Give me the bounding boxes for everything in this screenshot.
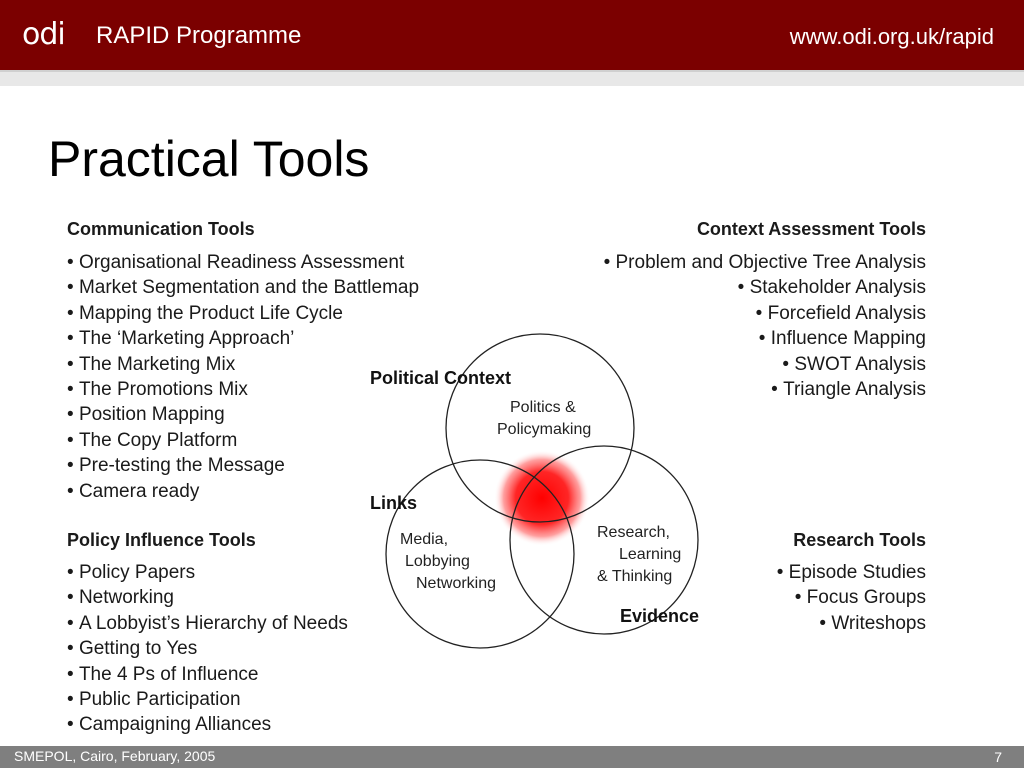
list-item: • The Promotions Mix — [67, 377, 419, 402]
list-item: • Mapping the Product Life Cycle — [67, 301, 419, 326]
list-item: • Focus Groups — [777, 585, 926, 610]
political-context-label: Political Context — [370, 368, 512, 388]
list-item: • Pre-testing the Message — [67, 453, 419, 478]
research-line-2: Learning — [619, 546, 682, 563]
footer-text: SMEPOL, Cairo, February, 2005 — [14, 748, 216, 764]
list-item: • The Copy Platform — [67, 428, 419, 453]
list-item: • Networking — [67, 585, 348, 610]
list-item: • The 4 Ps of Influence — [67, 662, 348, 687]
list-item: • The Marketing Mix — [67, 352, 419, 377]
links-label: Links — [370, 493, 418, 513]
media-line-2: Lobbying — [405, 553, 470, 570]
policy-influence-list — [67, 560, 348, 738]
programme-name: RAPID Programme — [96, 22, 302, 49]
list-item: • Getting to Yes — [67, 636, 348, 661]
odi-logo — [22, 12, 65, 56]
list-item: • Forcefield Analysis — [604, 301, 926, 326]
list-item: • Writeshops — [777, 611, 926, 636]
list-item: • Policy Papers — [67, 560, 348, 585]
research-tools-heading: Research Tools — [793, 530, 926, 550]
header-url: www.odi.org.uk/rapid — [789, 24, 994, 49]
list-item: • Position Mapping — [67, 402, 419, 427]
list-item: • Episode Studies — [777, 560, 926, 585]
slide-title: Practical Tools — [48, 131, 370, 187]
list-item: • The ‘Marketing Approach’ — [67, 326, 419, 351]
communication-tools-heading: Communication Tools — [67, 219, 255, 239]
research-tools-list — [777, 560, 926, 636]
media-line-1: Media, — [400, 531, 449, 548]
list-item: • Problem and Objective Tree Analysis — [604, 250, 926, 275]
list-item: • SWOT Analysis — [604, 352, 926, 377]
policy-influence-heading: Policy Influence Tools — [67, 530, 256, 550]
list-item: • Triangle Analysis — [604, 377, 926, 402]
media-line-3: Networking — [416, 575, 497, 592]
politics-line-2: Policymaking — [497, 421, 592, 438]
research-line-3: & Thinking — [597, 568, 673, 585]
header-divider — [0, 70, 1024, 86]
politics-line-1: Politics & — [510, 399, 576, 416]
evidence-label: Evidence — [620, 606, 700, 626]
research-line-1: Research, — [597, 524, 670, 541]
list-item: • A Lobbyist’s Hierarchy of Needs — [67, 611, 348, 636]
footer-bar — [0, 746, 1024, 768]
list-item: • Organisational Readiness Assessment — [67, 250, 419, 275]
context-assessment-heading: Context Assessment Tools — [696, 219, 926, 239]
list-item: • Camera ready — [67, 479, 419, 504]
list-item: • Influence Mapping — [604, 326, 926, 351]
page-number: 7 — [994, 749, 1002, 765]
list-item: • Campaigning Alliances — [67, 712, 348, 737]
list-item: • Public Participation — [67, 687, 348, 712]
list-item: • Market Segmentation and the Battlemap — [67, 275, 419, 300]
list-item: • Stakeholder Analysis — [604, 275, 926, 300]
logo-text: odi — [22, 16, 65, 52]
header-bar — [0, 0, 1024, 70]
